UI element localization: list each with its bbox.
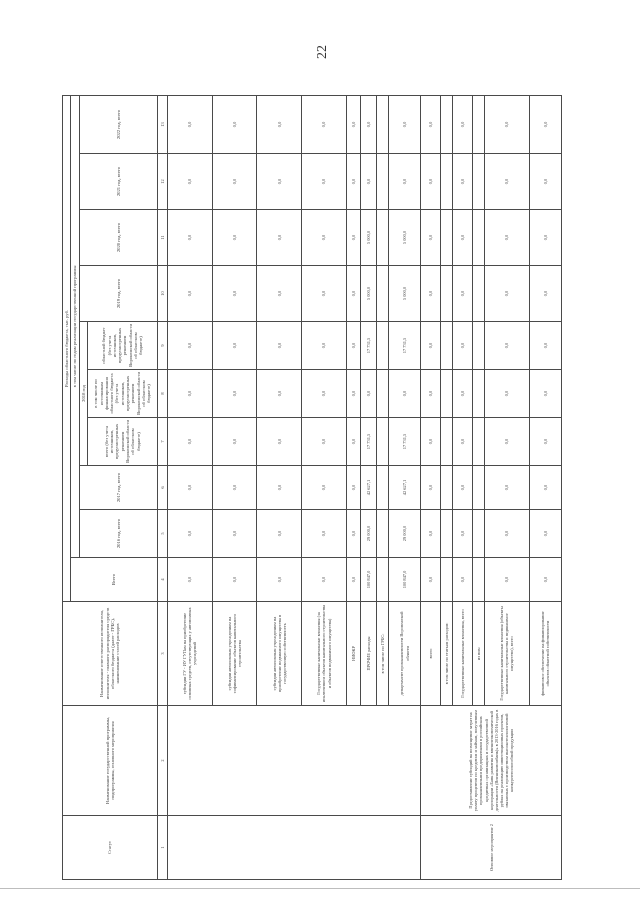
value-cell: 0,0 xyxy=(346,418,360,466)
header-status: Статус xyxy=(63,816,158,880)
value-cell: 0,0 xyxy=(484,322,529,370)
value-cell: 100 847,0 xyxy=(360,558,376,602)
executor-cell: в том числе по ГРБС: xyxy=(376,602,388,706)
value-cell: 5 000,0 xyxy=(360,266,376,322)
value-cell: 0,0 xyxy=(453,558,473,602)
executor-cell: департамент промышленности Воронежской области xyxy=(388,602,420,706)
value-cell: 0,0 xyxy=(421,154,441,210)
value-cell: 0,0 xyxy=(529,266,561,322)
column-number: 13 xyxy=(157,95,167,153)
value-cell: 0,0 xyxy=(167,466,212,510)
executor-cell: Государственные капитальные вложения (объекты капитального строительства и недвижимое имущество), всего xyxy=(484,602,529,706)
value-cell: 0,0 xyxy=(257,370,302,418)
header-2020: 2020 год, всего xyxy=(79,210,157,266)
value-cell xyxy=(376,95,388,153)
value-cell: 0,0 xyxy=(453,418,473,466)
value-cell: 0,0 xyxy=(421,466,441,510)
value-cell: 0,0 xyxy=(529,466,561,510)
value-cell xyxy=(472,418,484,466)
value-cell: 42 627,1 xyxy=(388,466,420,510)
value-cell: 0,0 xyxy=(167,322,212,370)
column-number: 3 xyxy=(157,602,167,706)
value-cell xyxy=(472,266,484,322)
value-cell: 0,0 xyxy=(346,266,360,322)
value-cell xyxy=(441,370,453,418)
value-cell: 0,0 xyxy=(346,510,360,558)
value-cell: 17 731,5 xyxy=(360,418,376,466)
value-cell xyxy=(441,95,453,153)
executor-cell: НИОКР xyxy=(346,602,360,706)
value-cell: 0,0 xyxy=(421,418,441,466)
value-cell: 0,0 xyxy=(302,466,347,510)
value-cell: 0,0 xyxy=(453,466,473,510)
value-cell xyxy=(441,210,453,266)
executor-cell: финансовое обеспечение на финансирование объектов областной собственности xyxy=(529,602,561,706)
header-name: Наименование государственной программы, подпрограммы, основного мероприятия xyxy=(63,706,158,816)
value-cell: 0,0 xyxy=(302,418,347,466)
value-cell xyxy=(472,466,484,510)
header-2017: 2017 год, всего xyxy=(79,466,157,510)
value-cell: 0,0 xyxy=(421,558,441,602)
value-cell: 0,0 xyxy=(484,154,529,210)
value-cell xyxy=(376,418,388,466)
value-cell: 0,0 xyxy=(167,370,212,418)
value-cell: 0,0 xyxy=(484,95,529,153)
value-cell xyxy=(472,510,484,558)
value-cell: 0,0 xyxy=(346,95,360,153)
column-number: 10 xyxy=(157,266,167,322)
value-cell: 0,0 xyxy=(529,95,561,153)
value-cell: 0,0 xyxy=(484,510,529,558)
executor-cell: Государственные капитальные вложения (за исключением объектов капитального строительства и объектов недвижимого имущества) xyxy=(302,602,347,706)
value-cell xyxy=(441,266,453,322)
value-cell: 0,0 xyxy=(421,510,441,558)
header-2018-sub1: в том числе по источникам финансирования областного бюджета (без учета источников, предусмотренных решением Воронежской области об областном бюджете) xyxy=(87,370,157,418)
value-cell xyxy=(441,466,453,510)
value-cell: 100 847,0 xyxy=(388,558,420,602)
value-cell: 0,0 xyxy=(346,154,360,210)
status-cell: Основное мероприятие 2 xyxy=(421,816,562,880)
value-cell: 0,0 xyxy=(529,510,561,558)
value-cell: 0,0 xyxy=(302,266,347,322)
value-cell: 0,0 xyxy=(167,95,212,153)
value-cell xyxy=(376,322,388,370)
value-cell: 0,0 xyxy=(388,370,420,418)
value-cell xyxy=(441,418,453,466)
value-cell: 5 000,0 xyxy=(388,210,420,266)
value-cell: 0,0 xyxy=(302,510,347,558)
value-cell: 0,0 xyxy=(421,95,441,153)
name-cell: Предоставление субсидий на возмещение затрат на уплату процентов по кредитам и займам, полученным промышленными предприятиями в российских кредитных организациях и государственной корпорации «Банк развития и внешнеэкономической деятельности (Внешэкономбанк)» в 2013-2016 годах в рублях на реализацию инвестиционных проектов, связанных с производством высокотехнологичной конкурентоспособной продукции xyxy=(421,706,562,816)
column-number: 9 xyxy=(157,322,167,370)
value-cell: 0,0 xyxy=(167,266,212,322)
value-cell: 0,0 xyxy=(529,370,561,418)
value-cell: 0,0 xyxy=(529,322,561,370)
value-cell: 42 627,1 xyxy=(360,466,376,510)
value-cell: 0,0 xyxy=(453,210,473,266)
value-cell: 0,0 xyxy=(484,370,529,418)
name-cell xyxy=(167,706,420,816)
header-2022: 2022 год, всего xyxy=(79,95,157,153)
value-cell: 0,0 xyxy=(257,210,302,266)
value-cell: 0,0 xyxy=(421,266,441,322)
value-cell xyxy=(472,210,484,266)
value-cell xyxy=(376,558,388,602)
executor-cell: Государственные капитальные вложения, всего xyxy=(453,602,473,706)
value-cell xyxy=(441,510,453,558)
value-cell: 0,0 xyxy=(167,154,212,210)
value-cell: 0,0 xyxy=(529,154,561,210)
value-cell: 0,0 xyxy=(484,558,529,602)
header-title: Расходы областного бюджета, тыс. руб. xyxy=(63,95,71,601)
value-cell: 0,0 xyxy=(167,210,212,266)
column-number: 2 xyxy=(157,706,167,816)
value-cell: 0,0 xyxy=(212,266,257,322)
header-subtitle: в том числе по годам реализации государственной программы xyxy=(71,95,79,557)
budget-table xyxy=(62,95,562,880)
value-cell: 0,0 xyxy=(346,558,360,602)
value-cell xyxy=(376,370,388,418)
value-cell: 0,0 xyxy=(453,266,473,322)
column-number: 5 xyxy=(157,510,167,558)
value-cell: 0,0 xyxy=(453,154,473,210)
table-row xyxy=(421,95,441,879)
value-cell: 0,0 xyxy=(360,154,376,210)
column-number: 8 xyxy=(157,370,167,418)
value-cell: 0,0 xyxy=(421,370,441,418)
header-2018: 2018 год xyxy=(79,322,87,466)
header-2018-total: всего (без учета источников, предусмотренных решением Воронежской области об областном бюджете) xyxy=(87,418,157,466)
header-2018-sub2: областной бюджет (без учета источников, предусмотренных решением Воронежской области об областном бюджете) xyxy=(87,322,157,370)
value-cell: 0,0 xyxy=(257,510,302,558)
value-cell xyxy=(441,154,453,210)
value-cell xyxy=(376,466,388,510)
value-cell xyxy=(472,370,484,418)
value-cell: 0,0 xyxy=(212,322,257,370)
page-number: 22 xyxy=(315,45,330,59)
value-cell: 0,0 xyxy=(212,95,257,153)
value-cell: 0,0 xyxy=(453,370,473,418)
header-2019: 2019 год, всего xyxy=(79,266,157,322)
value-cell: 0,0 xyxy=(257,95,302,153)
value-cell: 0,0 xyxy=(453,510,473,558)
value-cell: 0,0 xyxy=(212,558,257,602)
executor-cell: субсидии автономным учреждениям на приобретение недвижимого имущества в государственную собственность xyxy=(257,602,302,706)
value-cell: 0,0 xyxy=(167,510,212,558)
header-2016: 2016 год, всего xyxy=(79,510,157,558)
value-cell xyxy=(376,510,388,558)
value-cell: 17 731,5 xyxy=(360,322,376,370)
column-number: 1 xyxy=(157,816,167,880)
value-cell: 0,0 xyxy=(302,558,347,602)
value-cell xyxy=(376,154,388,210)
value-cell: 0,0 xyxy=(346,210,360,266)
rotated-table-inner xyxy=(62,96,562,880)
value-cell: 17 731,5 xyxy=(388,322,420,370)
value-cell: 0,0 xyxy=(257,154,302,210)
rotated-table-region xyxy=(62,96,562,880)
value-cell xyxy=(472,558,484,602)
executor-cell: субсидии автономным учреждениям на софинансирование объектов капитального строительства xyxy=(212,602,257,706)
value-cell: 0,0 xyxy=(167,418,212,466)
value-cell xyxy=(376,266,388,322)
value-cell xyxy=(376,210,388,266)
header-total: Всего xyxy=(71,558,158,602)
value-cell: 0,0 xyxy=(388,95,420,153)
value-cell: 0,0 xyxy=(167,558,212,602)
value-cell: 0,0 xyxy=(346,370,360,418)
value-cell: 29 000,0 xyxy=(360,510,376,558)
value-cell xyxy=(441,322,453,370)
executor-cell: всего xyxy=(421,602,441,706)
value-cell xyxy=(472,322,484,370)
value-cell: 0,0 xyxy=(302,322,347,370)
value-cell: 0,0 xyxy=(346,322,360,370)
column-number: 11 xyxy=(157,210,167,266)
value-cell: 0,0 xyxy=(257,266,302,322)
header-executor: Наименование ответственного исполнителя, исполнителя - главного распорядителя средств областного бюджета (далее - ГРБС), наименование статей расходов xyxy=(63,602,158,706)
value-cell: 0,0 xyxy=(212,210,257,266)
value-cell: 0,0 xyxy=(257,466,302,510)
value-cell: 17 731,5 xyxy=(388,418,420,466)
column-number: 12 xyxy=(157,154,167,210)
value-cell: 0,0 xyxy=(212,510,257,558)
value-cell: 0,0 xyxy=(212,418,257,466)
value-cell: 0,0 xyxy=(257,322,302,370)
value-cell: 0,0 xyxy=(484,466,529,510)
page-bottom-rule xyxy=(0,888,640,889)
value-cell: 0,0 xyxy=(529,558,561,602)
table-row xyxy=(167,95,212,879)
status-cell xyxy=(167,816,420,880)
value-cell: 0,0 xyxy=(484,266,529,322)
column-number: 7 xyxy=(157,418,167,466)
value-cell xyxy=(441,558,453,602)
value-cell: 0,0 xyxy=(257,418,302,466)
value-cell: 0,0 xyxy=(212,466,257,510)
value-cell: 5 000,0 xyxy=(388,266,420,322)
value-cell: 0,0 xyxy=(360,95,376,153)
value-cell: 0,0 xyxy=(212,370,257,418)
executor-cell: субсидии ГУ - ИУ ГУПам на приобретение основных средств, отсутствующих у автономных учреждений xyxy=(167,602,212,706)
value-cell: 0,0 xyxy=(302,210,347,266)
executor-cell: в том числе по статьям расходов: xyxy=(441,602,453,706)
value-cell: 0,0 xyxy=(212,154,257,210)
value-cell: 0,0 xyxy=(257,558,302,602)
value-cell: 0,0 xyxy=(388,154,420,210)
value-cell xyxy=(472,95,484,153)
value-cell: 0,0 xyxy=(453,322,473,370)
value-cell xyxy=(472,154,484,210)
executor-cell: ПРОЧИЕ расходы xyxy=(360,602,376,706)
value-cell: 0,0 xyxy=(484,418,529,466)
value-cell: 29 000,0 xyxy=(388,510,420,558)
column-number: 6 xyxy=(157,466,167,510)
value-cell: 0,0 xyxy=(484,210,529,266)
column-number: 4 xyxy=(157,558,167,602)
value-cell: 0,0 xyxy=(453,95,473,153)
value-cell: 0,0 xyxy=(529,418,561,466)
value-cell: 0,0 xyxy=(529,210,561,266)
value-cell: 0,0 xyxy=(421,210,441,266)
value-cell: 0,0 xyxy=(302,95,347,153)
value-cell: 0,0 xyxy=(302,370,347,418)
value-cell: 0,0 xyxy=(421,322,441,370)
value-cell: 0,0 xyxy=(346,466,360,510)
value-cell: 0,0 xyxy=(360,370,376,418)
value-cell: 0,0 xyxy=(302,154,347,210)
header-2021: 2021 год, всего xyxy=(79,154,157,210)
executor-cell: из них: xyxy=(472,602,484,706)
value-cell: 5 000,0 xyxy=(360,210,376,266)
